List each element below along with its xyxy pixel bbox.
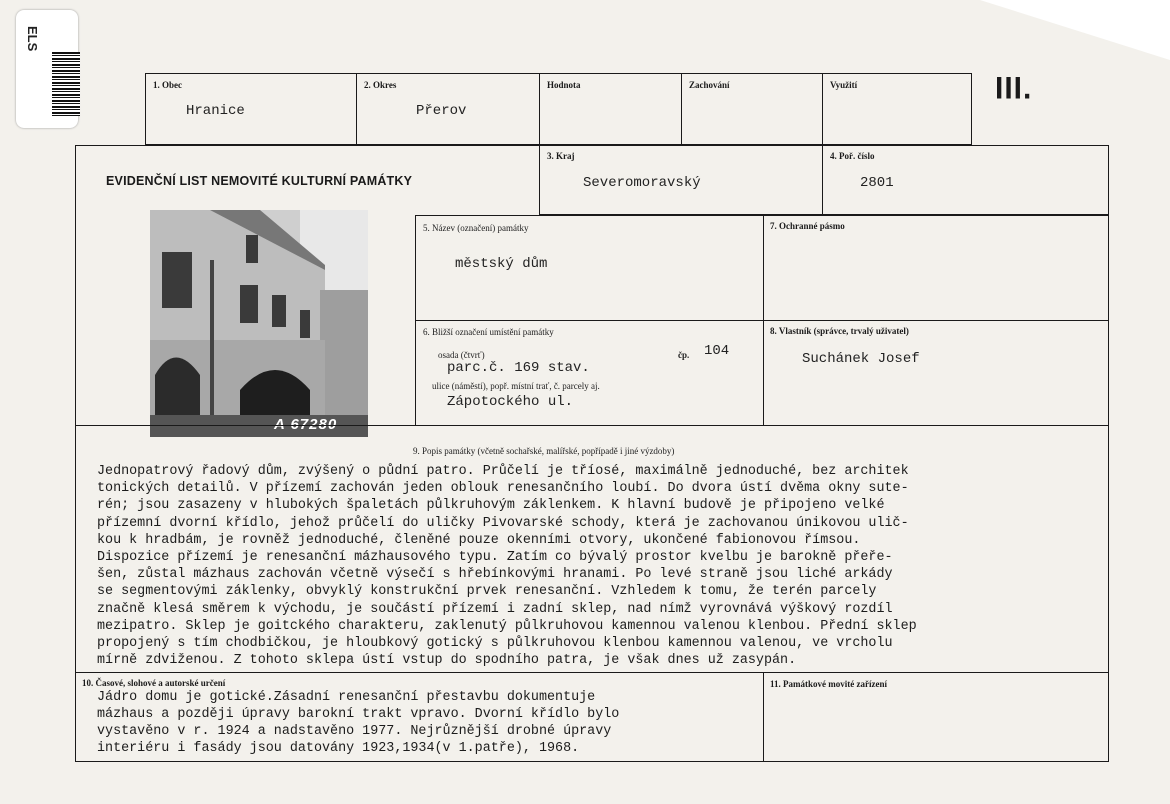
- popis-line: tonických detailů. V přízemí zachován jeden oblouk renesančního loubí. Do dvora ústí dvěma okny sute-: [97, 481, 909, 497]
- category-mark: III.: [995, 71, 1033, 106]
- archive-label: [16, 10, 78, 128]
- form-title: EVIDENČNÍ LIST NEMOVITÉ KULTURNÍ PAMÁTKY: [106, 174, 413, 188]
- urceni-line: vystavěno v r. 1924 a nadstavěno 1977. Nejrůznější drobné úpravy: [97, 724, 612, 739]
- obec-label: 1. Obec: [153, 80, 182, 90]
- popis-line: Jednopatrový řadový dům, zvýšený o půdní patro. Průčelí je tříosé, maximálně jednoduché, bez architek: [97, 464, 909, 479]
- urceni-line: Jádro domu je gotické.Zásadní renesanční přestavbu dokumentuje: [97, 690, 596, 705]
- osada-label: osada (čtvrť): [438, 350, 485, 360]
- torn-corner: [980, 0, 1170, 60]
- ulice-value: Zápotockého ul.: [447, 394, 574, 410]
- urceni-label: 10. Časové, slohové a autorské určení: [82, 678, 226, 688]
- nazev-value: městský dům: [455, 256, 548, 272]
- cp-value: 104: [704, 343, 730, 359]
- cp-label: čp.: [678, 350, 690, 360]
- kraj-value: Severomoravský: [583, 175, 701, 191]
- vlastnik-label: 8. Vlastník (správce, trvalý uživatel): [770, 326, 909, 336]
- zarizeni-label: 11. Památkové movité zařízení: [770, 679, 887, 689]
- popis-line: Dispozice přízemí je renesanční mázhausového typu. Zatím co bývalý prostor kvelbu je barokně přeře-: [97, 550, 893, 566]
- building-photo: [150, 210, 368, 437]
- zachovani-label: Zachování: [689, 80, 730, 90]
- barcode: [52, 52, 80, 116]
- popis-line: značně klesá směrem k východu, je součástí přízemí i zadní sklep, nad nímž vyrovnává výškový rozdíl: [97, 601, 893, 617]
- popis-line: kou k hradbám, je rovněž jednoduché, členěné pouze okenními otvory, ukončené fabionovou římsou.: [97, 532, 861, 548]
- hodnota-label: Hodnota: [547, 80, 581, 90]
- building-photo-image: [150, 210, 368, 437]
- popis-line: se segmentovými záklenky, obvyklý konstrukční prvek renesanční. Vzhledem k tomu, že terén parcely: [97, 584, 877, 600]
- popis-line: šen, zůstal mázhaus zachován včetně výsečí s hřebínkovými hranami. Po levé straně jsou liché arkády: [97, 567, 893, 583]
- okres-value: Přerov: [416, 103, 467, 119]
- popis-label: 9. Popis památky (včetně sochařské, malířské, popřípadě i jiné výzdoby): [413, 446, 675, 456]
- umisteni-label: 6. Bližší označení umístění památky: [423, 327, 554, 337]
- popis-line: přízemní dvorní křídlo, jehož průčelí do uličky Pivovarské schody, která je zachovanou únikovou ulič-: [97, 515, 909, 531]
- archive-label-text: ELS: [25, 26, 40, 52]
- vyuziti-label: Využití: [830, 80, 858, 90]
- negative-number: A 67280: [274, 416, 338, 433]
- popis-text: [97, 463, 917, 669]
- pasmo-label: 7. Ochranné pásmo: [770, 221, 845, 231]
- poradi-label: 4. Poř. číslo: [830, 151, 875, 161]
- popis-line: mírně zdviženou. Z tohoto sklepa ústí vstup do spodního patra, je však dnes už zasypán.: [97, 653, 797, 669]
- urceni-line: interiéru i fasády jsou datovány 1923,1934(v 1.patře), 1968.: [97, 741, 580, 756]
- poradi-value: 2801: [860, 175, 894, 191]
- ulice-label: ulice (náměstí), popř. místní trať, č. parcely aj.: [432, 381, 600, 391]
- popis-line: rén; jsou zasazeny v hlubokých špaletách půlkruhovým záklenkem. K hlavní budově je připojeno velké: [97, 498, 885, 514]
- popis-line: mezipatro. Sklep je goitckého charakteru, zaklenutý půlkruhovou kamennou valenou klenbou. Přední sklep: [97, 618, 917, 634]
- urceni-text: [97, 689, 619, 757]
- okres-label: 2. Okres: [364, 80, 397, 90]
- kraj-label: 3. Kraj: [547, 151, 575, 161]
- popis-line: propojený s tím chodbičkou, je hloubkový gotický s půlkruhovou klenbou kamennou valenou, ve vrcholu: [97, 636, 893, 652]
- nazev-label: 5. Název (označení) památky: [423, 223, 529, 233]
- obec-value: Hranice: [186, 103, 245, 119]
- vlastnik-value: Suchánek Josef: [802, 351, 920, 367]
- parcela-value: parc.č. 169 stav.: [447, 360, 590, 376]
- urceni-line: mázhaus a později úpravy barokní trakt vpravo. Dvorní křídlo bylo: [97, 707, 620, 722]
